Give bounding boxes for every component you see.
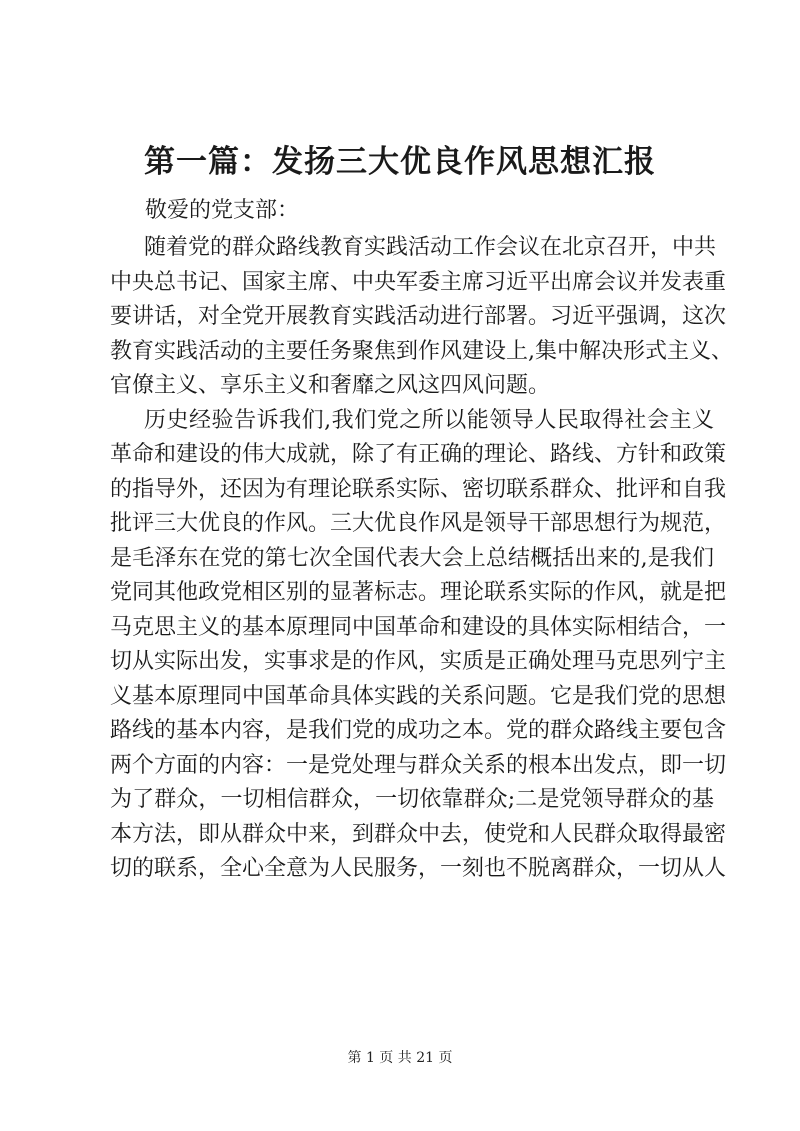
paragraph-2-line-4: 批评三大优良的作风。三大优良作风是领导干部思想行为规范， <box>110 511 727 536</box>
paragraph-2-line-6: 党同其他政党相区别的显著标志。理论联系实际的作风，就是把 <box>110 580 727 605</box>
paragraph-2-line-5: 是毛泽东在党的第七次全国代表大会上总结概括出来的,是我们 <box>110 545 714 571</box>
paragraph-2-line-14: 切的联系，全心全意为人民服务，一刻也不脱离群众，一切从人 <box>110 856 727 881</box>
paragraph-2-line-9: 义基本原理同中国革命具体实践的关系问题。它是我们党的思想 <box>110 683 727 709</box>
paragraph-2-line-3: 的指导外，还因为有理论联系实际、密切联系群众、批评和自我 <box>110 476 727 502</box>
paragraph-2-line-2: 革命和建设的伟大成就，除了有正确的理论、路线、方针和政策 <box>110 442 727 467</box>
paragraph-1-line-3: 要讲话，对全党开展教育实践活动进行部署。习近平强调，这次 <box>110 304 727 329</box>
paragraph-1-line-4: 教育实践活动的主要任务聚焦到作风建设上,集中解决形式主义、 <box>110 338 733 364</box>
paragraph-2-line-8: 切从实际出发，实事求是的作风，实质是正确处理马克思列宁主 <box>110 649 727 674</box>
paragraph-1-line-2: 中央总书记、国家主席、中央军委主席习近平出席会议并发表重 <box>110 269 727 295</box>
paragraph-1-line-1: 随着党的群众路线教育实践活动工作会议在北京召开，中共 <box>144 235 717 260</box>
paragraph-2-line-10: 路线的基本内容，是我们党的成功之本。党的群众路线主要包含 <box>110 718 727 743</box>
paragraph-2-line-11: 两个方面的内容：一是党处理与群众关系的根本出发点，即一切 <box>110 752 727 778</box>
paragraph-1-line-5: 官僚主义、享乐主义和奢靡之风这四风问题。 <box>110 373 551 398</box>
document-title: 第一篇：发扬三大优良作风思想汇报 <box>144 144 656 180</box>
paragraph-2-line-13: 本方法，即从群众中来，到群众中去，使党和人民群众取得最密 <box>110 821 727 847</box>
paragraph-2-line-7: 马克思主义的基本原理同中国革命和建设的具体实际相结合，一 <box>110 614 727 640</box>
salutation: 敬爱的党支部： <box>145 198 300 223</box>
document-body <box>110 231 733 887</box>
paragraph-2-line-12: 为了群众，一切相信群众，一切依靠群众;二是党领导群众的基 <box>110 787 714 812</box>
paragraph-2-line-1: 历史经验告诉我们,我们党之所以能领导人民取得社会主义 <box>144 407 714 433</box>
page-footer: 第 1 页 共 21 页 <box>347 1050 453 1066</box>
